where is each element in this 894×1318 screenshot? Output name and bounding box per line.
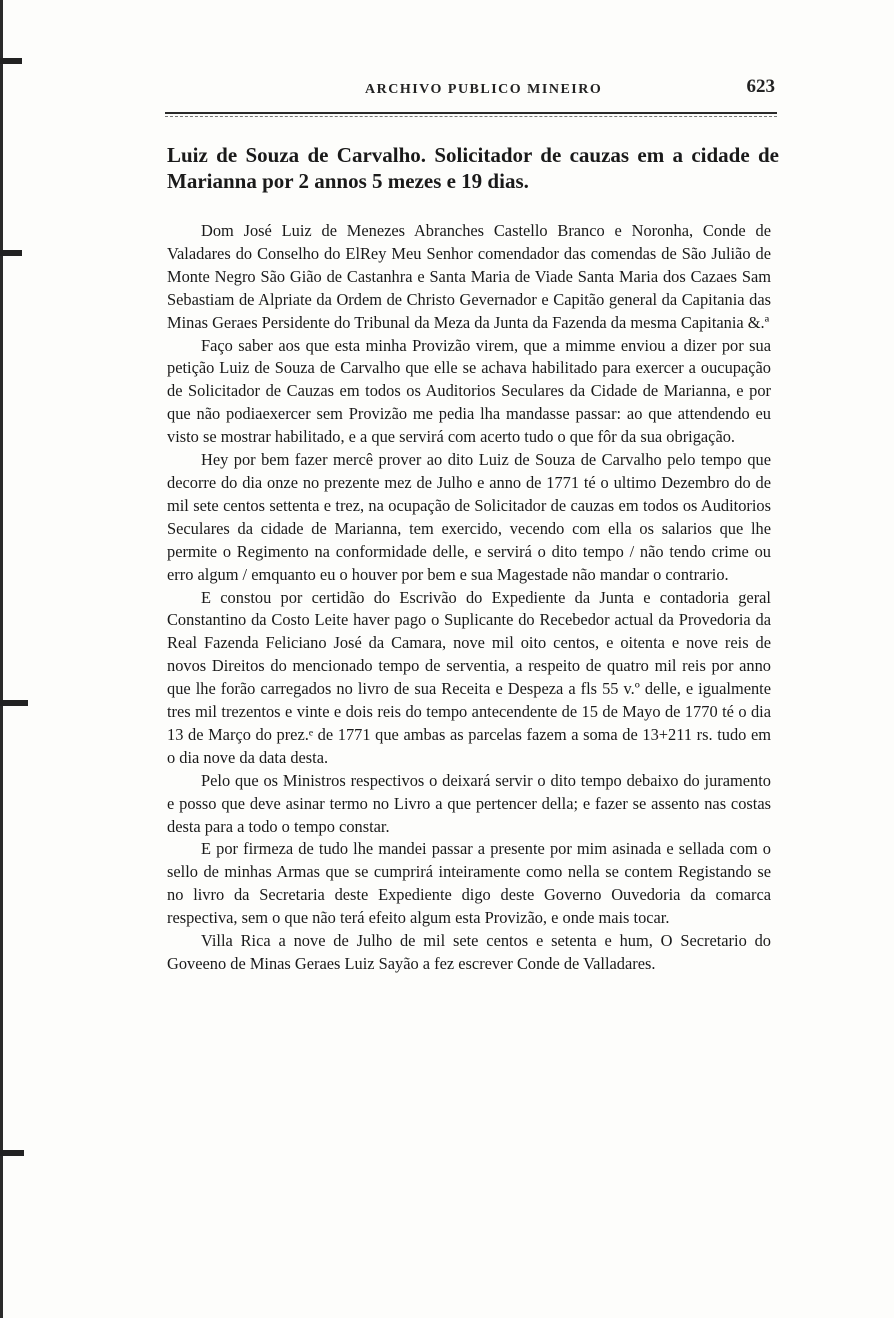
paragraph-payment: E constou por certidão do Escrivão do Expediente da Junta e contadoria geral Constantino da Costo Leite haver pago o Suplicante do Recebedor actual da Provedoria da Real Fazenda Feliciano José da Camara, nove mil oito centos, e oitenta e nove reis de novos Direitos do mencionado tempo de serventia, a respeito de quatro mil reis por anno que lhe forão carregados no livro de sua Receita e Despeza a fls 55 v.º delle, e igualmente tres mil trezentos e vinte e dois reis do tempo antecendente de 15 de Mayo de 1770 té o dia 13 de Março do prez.ᵉ de 1771 que ambas as parcelas fazem a soma de 13+211 rs. tudo em o dia nove da data desta. — [167, 587, 771, 767]
binding-edge — [0, 0, 8, 1318]
page-header — [165, 76, 775, 104]
paragraph-seal: E por firmeza de tudo lhe mandei passar a presente por mim asinada e sellada com o sello de minhas Armas que se cumprirá inteiramente como nella se contem Registando se no livro da Secretaria deste Expediente digo deste Governo Ouvedoria da comarca respectiva, sem o que não terá efeito algum esta Provizão, e onde mais tocar. — [167, 839, 771, 928]
paragraph-petition: Faço saber aos que esta minha Provizão virem, que a mimme enviou a dizer por sua petição Luiz de Souza de Carvalho que elle se achava habilitado para exercer a oucupação de Solicitador de Cauzas em todos os Auditorios Seculares da Cidade de Marianna, e por que não podiaexercer sem Provizão me pedia lha mandasse passar: ao que attendendo eu visto se mostrar habilitado, e a que servirá com acerto tudo o que fôr da sua obrigação. — [167, 335, 771, 447]
binding-mark — [0, 250, 22, 256]
header-rule — [165, 112, 777, 114]
page-number: 623 — [746, 76, 775, 97]
running-head: ARCHIVO PUBLICO MINEIRO — [365, 82, 603, 97]
document-title: Luiz de Souza de Carvalho. Solicitador de cauzas em a cidade de Marianna por 2 annos 5 mezes e 19 dias. — [167, 143, 779, 193]
paragraph-oath: Pelo que os Ministros respectivos o deixará servir o dito tempo debaixo do juramento e posso que deve asinar termo no Livro a que pertencer della; e fazer se assento nas costas desta para a todo o tempo constar. — [167, 770, 771, 836]
binding-mark — [0, 700, 28, 706]
document-body — [167, 220, 771, 976]
header-rule-secondary — [165, 116, 777, 117]
paragraph-appointment: Hey por bem fazer mercê prover ao dito Luiz de Souza de Carvalho pelo tempo que decorre do dia onze no prezente mez de Julho e anno de 1771 té o ultimo Dezembro do de mil sete centos settenta e trez, na ocupação de Solicitador de cauzas em todos os Auditorios Seculares da cidade de Marianna, tem exercido, vecendo com ella os salarios que lhe permite o Regimento na conformidade delle, e servirá o dito tempo / não tendo crime ou erro algum / emquanto eu o houver por bem e sua Magestade não mandar o contrario. — [167, 450, 771, 584]
binding-mark — [0, 1150, 24, 1156]
binding-mark — [0, 58, 22, 64]
paragraph-closing: Villa Rica a nove de Julho de mil sete centos e setenta e hum, O Secretario do Goveeno de Minas Geraes Luiz Sayão a fez escrever Conde de Valladares. — [167, 931, 771, 973]
paragraph-salutation: Dom José Luiz de Menezes Abranches Castello Branco e Noronha, Conde de Valadares do Conselho do ElRey Meu Senhor comendador das comendas de São Julião de Monte Negro São Gião de Castanhra e Santa Maria de Viade Santa Maria dos Cazaes Sam Sebastiam de Alpriate da Ordem de Christo Gevernador e Capitão general da Capitania das Minas Geraes Persidente do Tribunal da Meza da Junta da Fazenda da mesma Capitania &.ª — [167, 221, 771, 332]
